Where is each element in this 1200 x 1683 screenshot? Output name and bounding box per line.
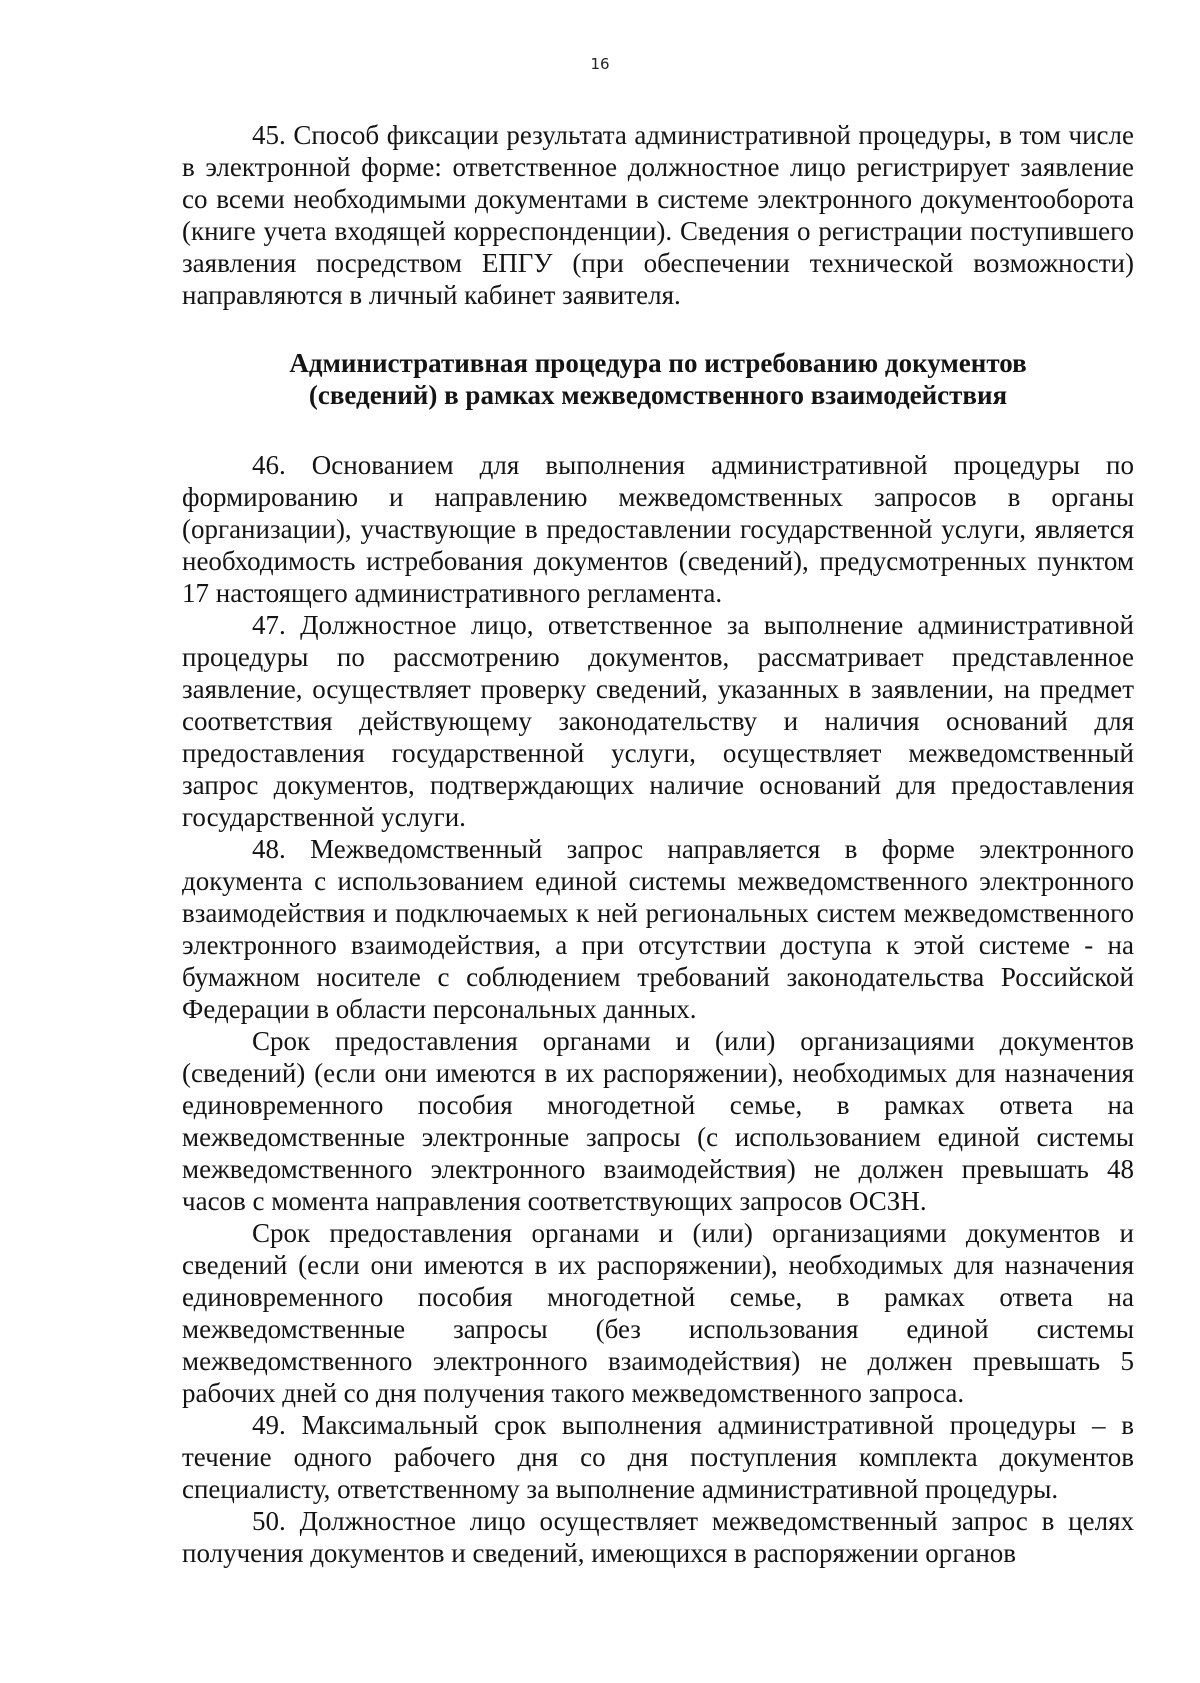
paragraph-50: 50. Должностное лицо осуществляет межведомственный запрос в целях получения документов и сведений, имеющихся в распоряжении органов xyxy=(182,1506,1134,1568)
paragraph-48: 48. Межведомственный запрос направляется в форме электронного документа с использованием единой системы межведомственного электронного взаимодействия и подключаемых к ней региональных систем межведомственного электронного взаимодействия, а при отсутствии доступа к этой системе - на бумажном носителе с соблюдением требований законодательства Российской Федерации в области персональных данных. xyxy=(182,834,1134,1024)
section-heading-line-2: (сведений) в рамках межведомственного взаимодействия xyxy=(308,380,1008,410)
section-heading xyxy=(182,347,1134,411)
paragraph-47: 47. Должностное лицо, ответственное за выполнение административной процедуры по рассмотрению документов, рассматривает представленное заявление, осуществляет проверку сведений, указанных в заявлении, на предмет соответствия действующему законодательству и наличия оснований для предоставления государственной услуги, осуществляет межведомственный запрос документов, подтверждающих наличие оснований для предоставления государственной услуги. xyxy=(182,610,1134,832)
section-heading-line-1: Административная процедура по истребованию документов xyxy=(289,348,1027,378)
page-number: 16 xyxy=(590,55,610,73)
paragraph-46: 46. Основанием для выполнения административной процедуры по формированию и направлению межведомственных запросов в органы (организации), участвующие в предоставлении государственной услуги, является необходимость истребования документов (сведений), предусмотренных пунктом 17 настоящего административного регламента. xyxy=(182,450,1134,608)
paragraph-48-deadline-electronic: Срок предоставления органами и (или) организациями документов (сведений) (если они имеются в их распоряжении), необходимых для назначения единовременного пособия многодетной семье, в рамках ответа на межведомственные электронные запросы (с использованием единой системы межведомственного электронного взаимодействия) не должен превышать 48 часов с момента направления соответствующих запросов ОСЗН. xyxy=(182,1026,1134,1216)
paragraph-45: 45. Способ фиксации результата административной процедуры, в том числе в электронной форме: ответственное должностное лицо регистрирует заявление со всеми необходимыми документами в системе электронного документооборота (книге учета входящей корреспонденции). Сведения о регистрации поступившего заявления посредством ЕПГУ (при обеспечении технической возможности) направляются в личный кабинет заявителя. xyxy=(182,120,1134,310)
paragraph-49: 49. Максимальный срок выполнения административной процедуры – в течение одного рабочего дня со дня поступления комплекта документов специалисту, ответственному за выполнение административной процедуры. xyxy=(182,1410,1134,1504)
document-body xyxy=(182,119,1134,1569)
paragraph-48-deadline-paper: Срок предоставления органами и (или) организациями документов и сведений (если они имеются в их распоряжении), необходимых для назначения единовременного пособия многодетной семье, в рамках ответа на межведомственные запросы (без использования единой системы межведомственного электронного взаимодействия) не должен превышать 5 рабочих дней со дня получения такого межведомственного запроса. xyxy=(182,1218,1134,1408)
